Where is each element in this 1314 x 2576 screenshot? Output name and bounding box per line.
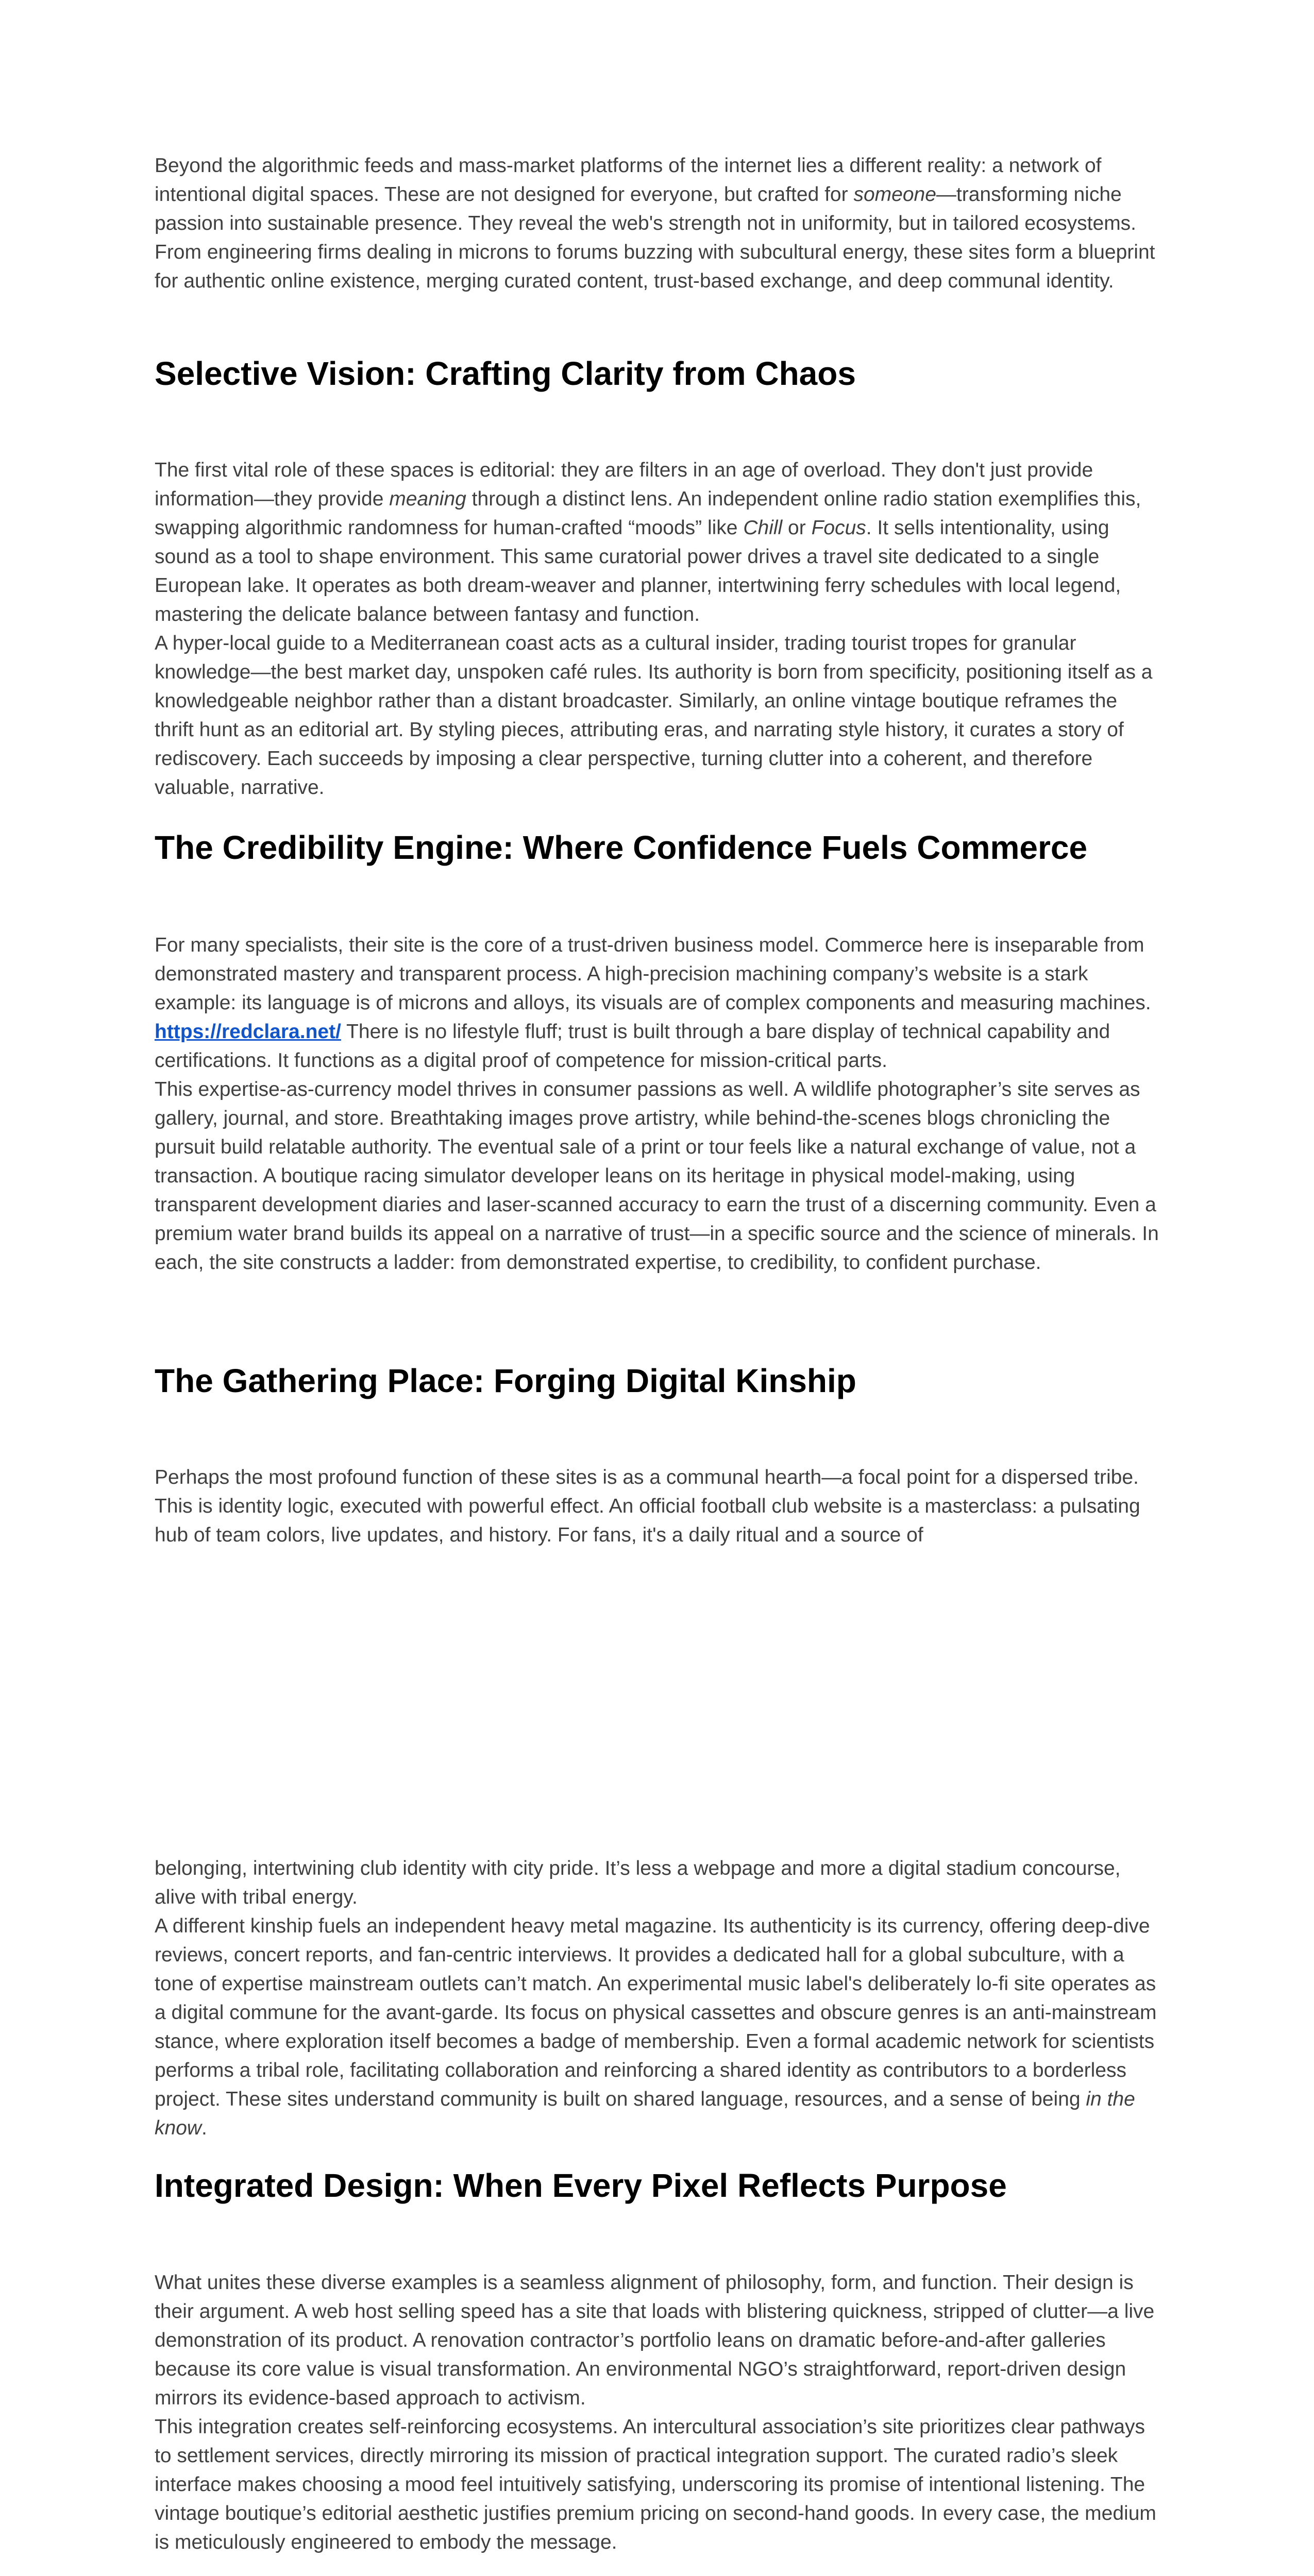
inline-link[interactable]: https://redclara.net/ bbox=[155, 1021, 341, 1043]
emphasis-text: Chill bbox=[743, 517, 783, 539]
text-run: Beyond the algorithmic feeds and mass-market platforms of the internet lies a different reality: a network of intentional digital spaces. These are not designed for everyone, but crafted for bbox=[155, 155, 1102, 206]
body-paragraph bbox=[155, 1075, 1159, 1277]
text-run: A hyper-local guide to a Mediterranean coast acts as a cultural insider, trading tourist tropes for granular knowledge—the best market day, unspoken café rules. Its authority is born from specificity, positioning itself as a knowledgeable neighbor rather than a distant broadcaster. Similarly, an online vintage boutique reframes the thrift hunt as an editorial art. By styling pieces, attributing eras, and narrating style history, it curates a story of rediscovery. Each succeeds by imposing a clear perspective, turning clutter into a coherent, and therefore valuable, narrative. bbox=[155, 632, 1153, 799]
text-run: —transforming niche passion into sustainable presence. They reveal the web's strength not in uniformity, but in tailored ecosystems. From engineering firms dealing in microns to forums buzzing with subcultural energy, these sites form a blueprint for authentic online existence, merging curated content, trust-based exchange, and deep communal identity. bbox=[155, 183, 1155, 292]
text-run: The first vital role of these spaces is editorial: they are filters in an age of overload. They don't just provide information—they provide bbox=[155, 459, 1093, 510]
section-integrated-design-body bbox=[155, 2268, 1159, 2557]
text-run: This integration creates self-reinforcing ecosystems. An intercultural association’s site prioritizes clear pathways to settlement services, directly mirroring its mission of practical integration support. The curated radio’s sleek interface makes choosing a mood feel intuitively satisfying, underscoring its promise of intentional listening. The vintage boutique’s editorial aesthetic justifies premium pricing on second-hand goods. In every case, the medium is meticulously engineered to embody the message. bbox=[155, 2416, 1156, 2553]
text-run: A different kinship fuels an independent heavy metal magazine. Its authenticity is its currency, offering deep-dive reviews, concert reports, and fan-centric interviews. It provides a dedicated hall for a global subculture, with a tone of expertise mainstream outlets can’t match. An experimental music label's deliberately lo-fi site operates as a digital commune for the avant-garde. Its focus on physical cassettes and obscure genres is an anti-mainstream stance, where exploration itself becomes a badge of membership. Even a formal academic network for scientists performs a tribal role, facilitating collaboration and reinforcing a shared identity as contributors to a borderless project. These sites understand community is built on shared language, resources, and a sense of being bbox=[155, 1915, 1157, 2110]
body-paragraph bbox=[155, 1912, 1159, 2143]
text-run: belonging, intertwining club identity with city pride. It’s less a webpage and more a digital stadium concourse, alive with tribal energy. bbox=[155, 1857, 1121, 1908]
text-run: For many specialists, their site is the core of a trust-driven business model. Commerce here is inseparable from demonstrated mastery and transparent process. A high-precision machining company’s website is a stark example: its language is of microns and alloys, its visuals are of complex components and measuring machines. bbox=[155, 934, 1151, 1014]
text-run: or bbox=[782, 517, 812, 539]
emphasis-text: meaning bbox=[389, 488, 466, 510]
body-paragraph bbox=[155, 931, 1159, 1075]
section-heading: The Credibility Engine: Where Confidence Fuels Commerce bbox=[155, 829, 1088, 866]
section-integrated-design bbox=[155, 2165, 1159, 2206]
section-selective-vision-body bbox=[155, 456, 1159, 802]
text-run: Perhaps the most profound function of these sites is as a communal hearth—a focal point for a dispersed tribe. This is identity logic, executed with powerful effect. An official football club website is a masterclass: a pulsating hub of team colors, live updates, and history. For fans, it's a daily ritual and a source of bbox=[155, 1466, 1140, 1546]
emphasis-text: in the know bbox=[155, 2088, 1135, 2139]
intro-paragraph bbox=[155, 151, 1159, 296]
body-paragraph bbox=[155, 2413, 1159, 2557]
text-run: There is no lifestyle fluff; trust is built through a bare display of technical capability and certifications. It functions as a digital proof of competence for mission-critical parts. bbox=[155, 1021, 1110, 1072]
section-heading: Selective Vision: Crafting Clarity from Chaos bbox=[155, 355, 856, 392]
body-paragraph bbox=[155, 456, 1159, 629]
section-gathering-place-body-top bbox=[155, 1463, 1159, 1550]
section-heading: The Gathering Place: Forging Digital Kinship bbox=[155, 1362, 856, 1399]
text-run: through a distinct lens. An independent online radio station exemplifies this, swapping algorithmic randomness for human-crafted “moods” like bbox=[155, 488, 1141, 539]
body-paragraph bbox=[155, 2268, 1159, 2413]
emphasis-text: Focus bbox=[811, 517, 866, 539]
section-gathering-place-body bbox=[155, 1854, 1159, 2143]
text-run: This expertise-as-currency model thrives in consumer passions as well. A wildlife photographer’s site serves as gallery, journal, and store. Breathtaking images prove artistry, while behind-the-scenes blogs chronicling the pursuit build relatable authority. The eventual sale of a print or tour feels like a natural exchange of value, not a transaction. A boutique racing simulator developer leans on its heritage in physical model-making, using transparent development diaries and laser-scanned accuracy to earn the trust of a discerning community. Even a premium water brand builds its appeal on a narrative of trust—in a specific source and the science of minerals. In each, the site constructs a ladder: from demonstrated expertise, to credibility, to confident purchase. bbox=[155, 1078, 1159, 1274]
section-selective-vision bbox=[155, 353, 1159, 394]
section-credibility-engine bbox=[155, 827, 1159, 868]
text-run: . bbox=[201, 2117, 207, 2139]
article-column bbox=[155, 151, 1159, 296]
section-credibility-engine-body bbox=[155, 931, 1159, 1277]
emphasis-text: someone bbox=[853, 183, 936, 206]
body-paragraph bbox=[155, 629, 1159, 802]
text-run: . It sells intentionality, using sound as a tool to shape environment. This same curatorial power drives a travel site dedicated to a single European lake. It operates as both dream-weaver and planner, intertwining ferry schedules with local legend, mastering the delicate balance between fantasy and function. bbox=[155, 517, 1121, 625]
text-run: What unites these diverse examples is a seamless alignment of philosophy, form, and function. Their design is their argument. A web host selling speed has a site that loads with blistering quickness, stripped of clutter—a live demonstration of its product. A renovation contractor’s portfolio leans on dramatic before-and-after galleries because its core value is visual transformation. An environmental NGO’s straightforward, report-driven design mirrors its evidence-based approach to activism. bbox=[155, 2272, 1155, 2409]
body-paragraph bbox=[155, 1463, 1159, 1550]
section-heading: Integrated Design: When Every Pixel Reflects Purpose bbox=[155, 2167, 1007, 2204]
body-paragraph bbox=[155, 1854, 1159, 1912]
section-gathering-place bbox=[155, 1360, 1159, 1401]
